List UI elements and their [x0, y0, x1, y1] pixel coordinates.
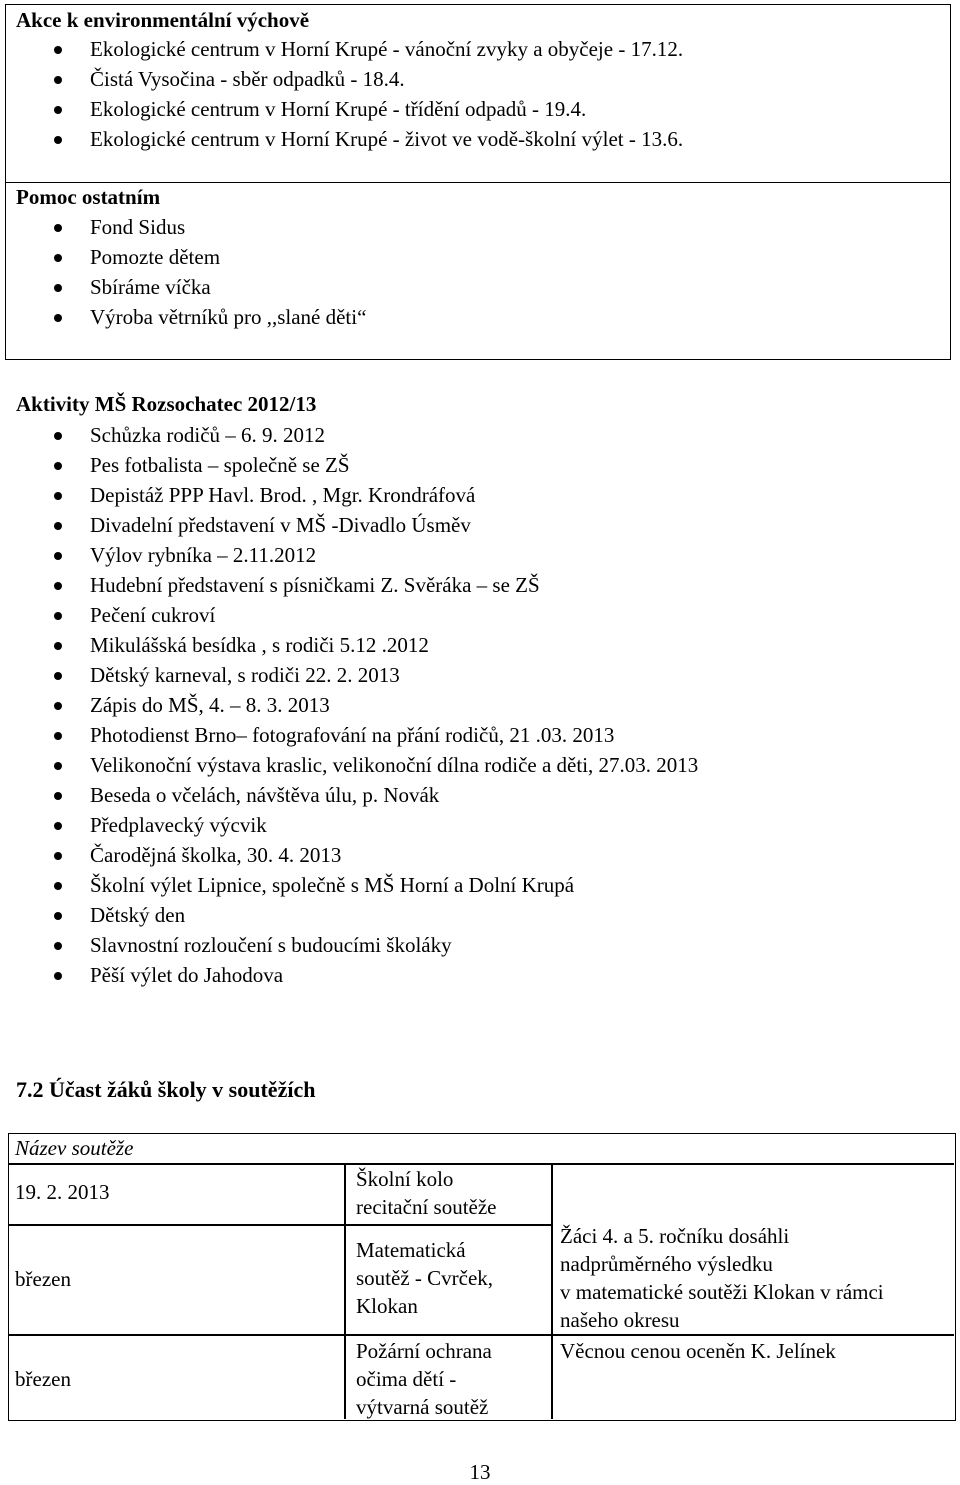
list-item-text: Photodienst Brno– fotografování na přání rodičů, 21 .03. 2013	[90, 723, 615, 747]
list-item	[0, 720, 698, 750]
help-section-title: Pomoc ostatním	[16, 185, 161, 209]
list-item-text: Ekologické centrum v Horní Krupé - život ve vodě-školní výlet - 13.6.	[90, 127, 684, 151]
bullet-icon	[54, 822, 62, 830]
row-2-result-line-2: nadprůměrného výsledku	[560, 1252, 773, 1276]
bullet-icon	[54, 792, 62, 800]
row-1-name-line-2: recitační soutěže	[356, 1195, 497, 1219]
bullet-icon	[54, 136, 62, 144]
bullet-icon	[54, 852, 62, 860]
list-item-text: Beseda o včelách, návštěva úlu, p. Novák	[90, 783, 440, 807]
list-item-text: Depistáž PPP Havl. Brod. , Mgr. Krondráfová	[90, 483, 476, 507]
bullet-icon	[54, 284, 62, 292]
bullet-icon	[54, 522, 62, 530]
bullet-icon	[54, 732, 62, 740]
list-item	[0, 750, 698, 780]
list-item	[0, 450, 698, 480]
list-item-text: Ekologické centrum v Horní Krupé - vánoční zvyky a obyčeje - 17.12.	[90, 37, 684, 61]
ms-section-title: Aktivity MŠ Rozsochatec 2012/13	[16, 392, 317, 416]
list-item	[0, 600, 698, 630]
competitions-title: 7.2 Účast žáků školy v soutěžích	[16, 1077, 316, 1102]
bullet-icon	[54, 702, 62, 710]
list-item-text: Výlov rybníka – 2.11.2012	[90, 543, 317, 567]
list-item	[0, 124, 683, 154]
table-row-3-result	[560, 1337, 836, 1365]
row-3-name-line-1: Požární ochrana	[356, 1339, 492, 1363]
list-item-text: Zápis do MŠ, 4. – 8. 3. 2013	[90, 693, 330, 717]
bullet-icon	[54, 492, 62, 500]
bullet-icon	[54, 462, 62, 470]
row-divider-1	[9, 1224, 552, 1226]
list-item-text: Dětský karneval, s rodiči 22. 2. 2013	[90, 663, 400, 687]
list-item	[0, 840, 698, 870]
list-item-text: Fond Sidus	[90, 215, 186, 239]
table-row-2-date: březen	[15, 1267, 71, 1291]
list-item	[0, 900, 698, 930]
row-2-result-line-4: našeho okresu	[560, 1308, 680, 1332]
bullet-icon	[54, 432, 62, 440]
list-item-text: Hudební představení s písničkami Z. Svěráka – se ZŠ	[90, 573, 540, 597]
help-list	[0, 212, 366, 332]
row-3-name-line-2: očima dětí -	[356, 1367, 457, 1391]
table-row-1-name	[356, 1165, 497, 1221]
env-list	[0, 34, 683, 154]
list-item	[0, 540, 698, 570]
list-item-text: Školní výlet Lipnice, společně s MŠ Horní a Dolní Krupá	[90, 873, 575, 897]
bullet-icon	[54, 762, 62, 770]
bullet-icon	[54, 942, 62, 950]
table-header: Název soutěže	[15, 1136, 134, 1160]
list-item-text: Pomozte dětem	[90, 245, 221, 269]
bullet-icon	[54, 76, 62, 84]
list-item-text: Pěší výlet do Jahodova	[90, 963, 284, 987]
table-row-2-name	[356, 1236, 493, 1320]
list-item-text: Divadelní představení v MŠ -Divadlo Úsměv	[90, 513, 471, 537]
page-number: 13	[469, 1460, 491, 1484]
list-item-text: Sbíráme víčka	[90, 275, 211, 299]
list-item-text: Velikonoční výstava kraslic, velikonoční dílna rodiče a děti, 27.03. 2013	[90, 753, 699, 777]
list-item-text: Ekologické centrum v Horní Krupé - třídění odpadů - 19.4.	[90, 97, 587, 121]
list-item	[0, 272, 366, 302]
table-row-3-date: březen	[15, 1367, 71, 1391]
list-item-text: Čarodějná školka, 30. 4. 2013	[90, 843, 342, 867]
bullet-icon	[54, 912, 62, 920]
list-item	[0, 570, 698, 600]
list-item	[0, 420, 698, 450]
row-2-result-line-3: v matematické soutěži Klokan v rámci	[560, 1280, 884, 1304]
bullet-icon	[54, 46, 62, 54]
row-2-result-line-1: Žáci 4. a 5. ročníku dosáhli	[560, 1224, 790, 1248]
list-item	[0, 94, 683, 124]
col-divider-2	[551, 1163, 553, 1419]
list-item-text: Mikulášská besídka , s rodiči 5.12 .2012	[90, 633, 429, 657]
list-item-text: Schůzka rodičů – 6. 9. 2012	[90, 423, 326, 447]
bullet-icon	[54, 882, 62, 890]
bullet-icon	[54, 224, 62, 232]
list-item-text: Výroba větrníků pro ,,slané děti“	[90, 305, 367, 329]
list-item	[0, 212, 366, 242]
list-item	[0, 870, 698, 900]
row-2-name-line-2: soutěž - Cvrček,	[356, 1266, 494, 1290]
list-item	[0, 64, 683, 94]
list-item	[0, 660, 698, 690]
list-item-text: Pes fotbalista – společně se ZŠ	[90, 453, 350, 477]
bullet-icon	[54, 314, 62, 322]
table-row-1-date: 19. 2. 2013	[15, 1180, 110, 1204]
list-item-text: Slavnostní rozloučení s budoucími školáky	[90, 933, 452, 957]
row-3-name-line-3: výtvarná soutěž	[356, 1395, 489, 1419]
row-divider-2	[9, 1334, 954, 1336]
bullet-icon	[54, 642, 62, 650]
list-item	[0, 480, 698, 510]
row-1-name-line-1: Školní kolo	[356, 1167, 454, 1191]
competitions-table	[8, 1133, 956, 1421]
list-item	[0, 630, 698, 660]
table-row-3-name	[356, 1337, 492, 1421]
list-item	[0, 780, 698, 810]
list-item	[0, 302, 366, 332]
list-item-text: Dětský den	[90, 903, 186, 927]
ms-list	[0, 420, 698, 990]
list-item	[0, 242, 366, 272]
row-3-result-line-1: Věcnou cenou oceněn K. Jelínek	[560, 1339, 836, 1363]
col-divider-1	[344, 1163, 346, 1419]
bullet-icon	[54, 254, 62, 262]
bullet-icon	[54, 612, 62, 620]
bullet-icon	[54, 672, 62, 680]
list-item-text: Pečení cukroví	[90, 603, 216, 627]
env-section-title: Akce k environmentální výchově	[16, 8, 310, 32]
list-item	[0, 930, 698, 960]
bullet-icon	[54, 972, 62, 980]
row-2-name-line-1: Matematická	[356, 1238, 466, 1262]
list-item	[0, 810, 698, 840]
bullet-icon	[54, 552, 62, 560]
row-2-name-line-3: Klokan	[356, 1294, 418, 1318]
list-item	[0, 690, 698, 720]
table-row-2-result	[560, 1222, 884, 1334]
list-item-text: Předplavecký výcvik	[90, 813, 267, 837]
list-item	[0, 510, 698, 540]
list-item	[0, 960, 698, 990]
list-item	[0, 34, 683, 64]
list-item-text: Čistá Vysočina - sběr odpadků - 18.4.	[90, 67, 405, 91]
bullet-icon	[54, 582, 62, 590]
bullet-icon	[54, 106, 62, 114]
